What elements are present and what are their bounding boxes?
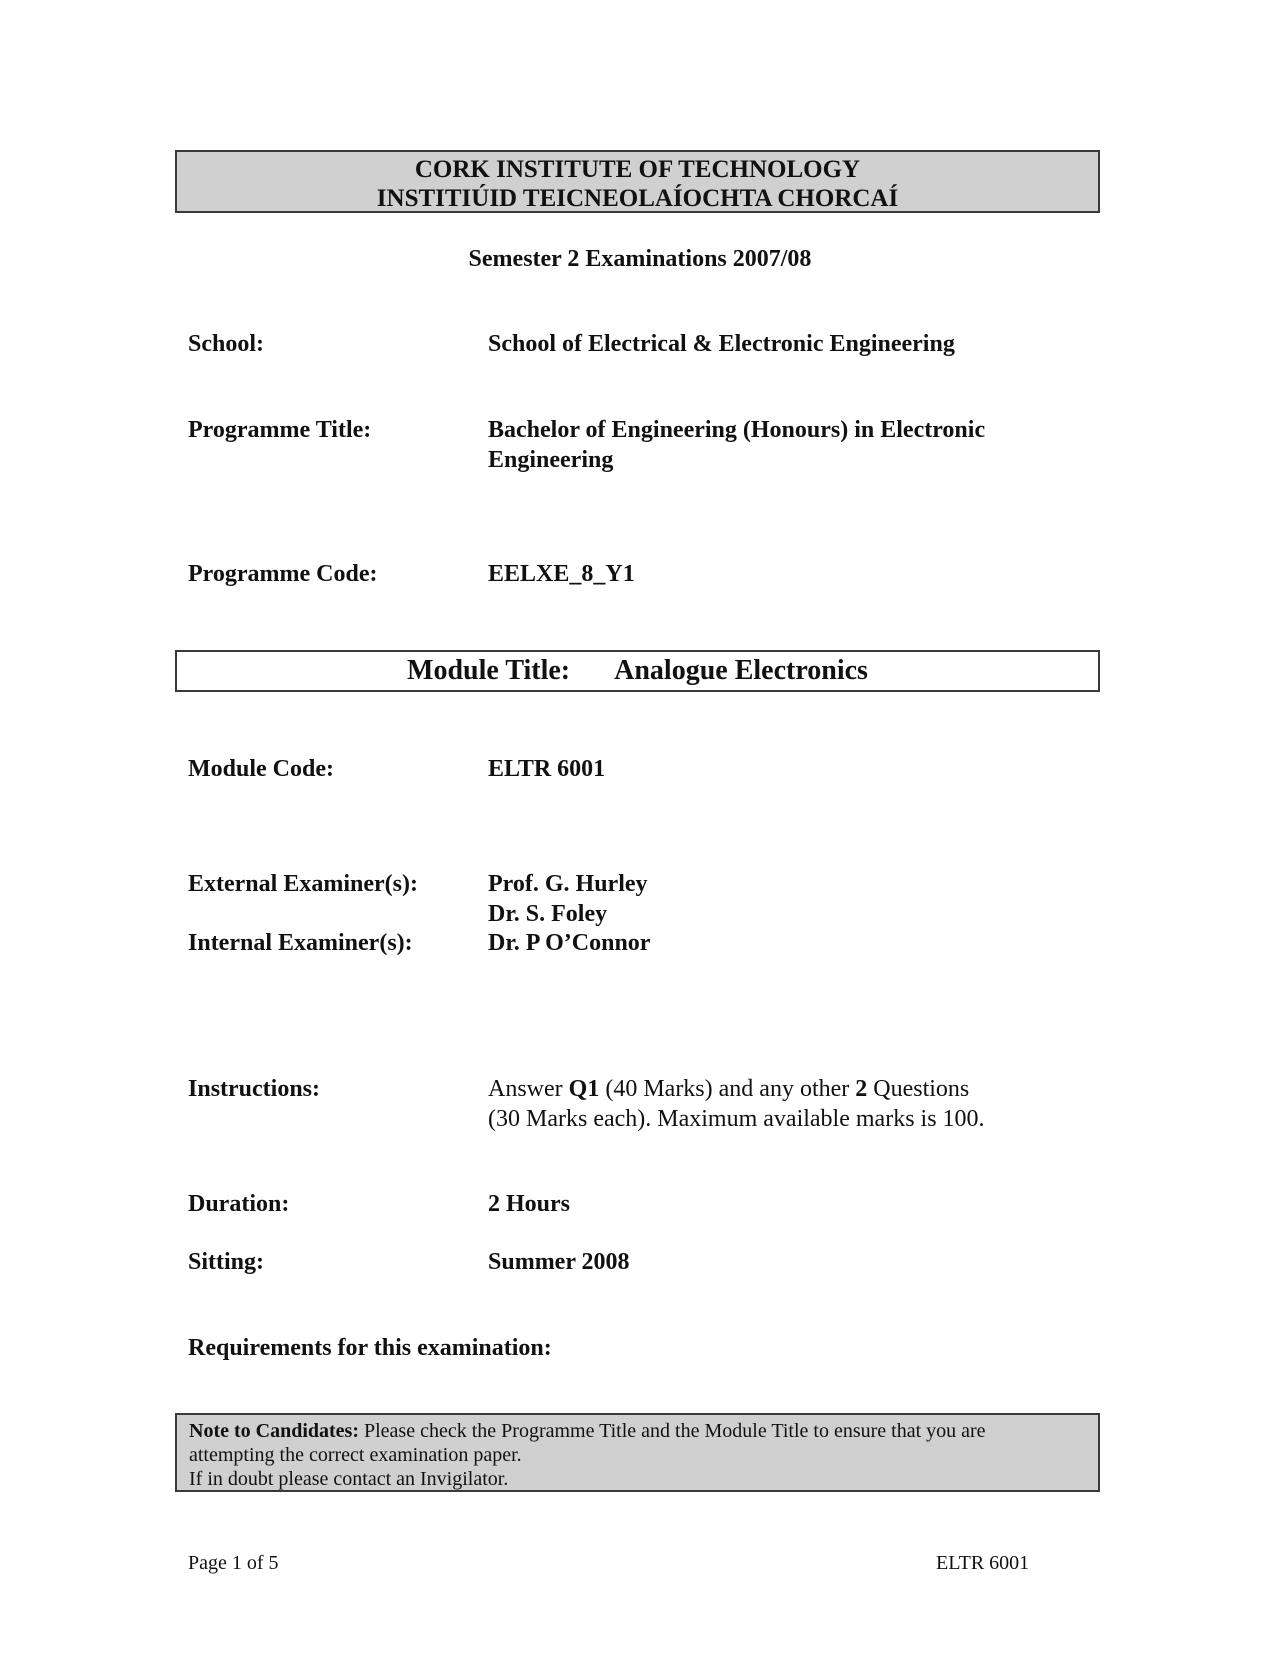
instructions-line-2: (30 Marks each). Maximum available marks is 100. [488,1106,985,1132]
requirements-label: Requirements for this examination: [188,1335,552,1361]
external-examiners-list [488,869,648,929]
school-label: School: [188,331,265,357]
programme-title-line-2: Engineering [488,447,614,473]
duration-label: Duration: [188,1191,290,1217]
note-line-2: attempting the correct examination paper. [189,1444,522,1466]
internal-examiner-name: Dr. P O’Connor [488,930,651,956]
instructions-text [488,1074,985,1134]
external-examiner-name: Prof. G. Hurley [488,871,648,897]
module-title-value: Analogue Electronics [614,655,868,686]
page-number: Page 1 of 5 [188,1552,279,1574]
module-code-value: ELTR 6001 [488,756,606,782]
question-count: 2 [855,1076,868,1102]
note-line-1: Note to Candidates: Please check the Programme Title and the Module Title to ensure that you are [189,1420,986,1442]
instructions-label: Instructions: [188,1076,321,1102]
institute-header [175,150,1100,213]
sitting-label: Sitting: [188,1249,265,1275]
external-examiner-name: Dr. S. Foley [488,901,608,927]
programme-title-value [488,415,985,475]
semester-title: Semester 2 Examinations 2007/08 [468,246,812,272]
internal-examiners-label: Internal Examiner(s): [188,930,413,956]
duration-value: 2 Hours [488,1191,571,1217]
programme-code-label: Programme Code: [188,561,378,587]
question-number: Q1 [568,1076,600,1102]
note-line-3: If in doubt please contact an Invigilator. [189,1468,509,1490]
institute-name-english: CORK INSTITUTE OF TECHNOLOGY [414,156,861,183]
module-title-box [175,650,1100,692]
note-to-candidates [175,1413,1100,1492]
instructions-line-1: Answer Q1 (40 Marks) and any other 2 Questions [488,1076,970,1102]
note-label: Note to Candidates: [189,1420,359,1442]
module-code-label: Module Code: [188,756,334,782]
programme-title-label: Programme Title: [188,417,372,443]
institute-name-irish: INSTITIÚID TEICNEOLAÍOCHTA CHORCAÍ [376,185,899,212]
footer-module-code: ELTR 6001 [936,1552,1030,1574]
external-examiners-label: External Examiner(s): [188,871,418,897]
sitting-value: Summer 2008 [488,1249,630,1275]
programme-code-value: EELXE_8_Y1 [488,561,635,587]
school-value: School of Electrical & Electronic Engineering [488,331,955,357]
programme-title-line-1: Bachelor of Engineering (Honours) in Electronic [488,417,986,443]
module-title-label: Module Title: [407,655,571,686]
